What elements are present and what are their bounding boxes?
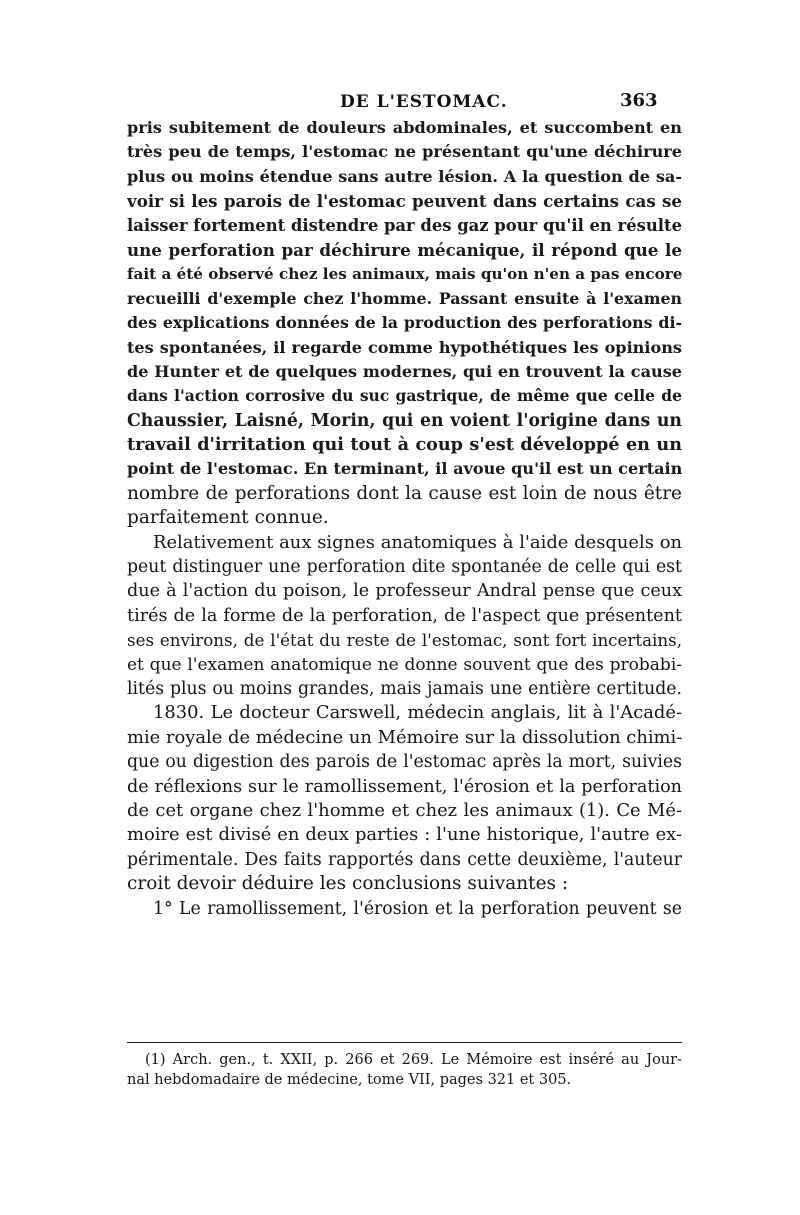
text-line: et que l'examen anatomique ne donne souvent que des probabi-	[127, 654, 682, 675]
text-line: mie royale de médecine un Mémoire sur la dissolution chimi-	[127, 726, 682, 748]
text-line: que ou digestion des parois de l'estomac après la mort, suivies	[127, 752, 682, 773]
footnotes	[127, 1050, 682, 1090]
text-line: point de l'estomac. En terminant, il avoue qu'il est un certain	[127, 459, 682, 479]
text-line: de réflexions sur le ramollissement, l'érosion et la perforation	[127, 776, 682, 797]
text-line: tes spontanées, il regarde comme hypothétiques les opinions	[127, 337, 682, 357]
text-line: recueilli d'exemple chez l'homme. Passant ensuite à l'examen	[127, 288, 682, 308]
text-line: Chaussier, Laisné, Morin, qui en voient l'origine dans un	[127, 410, 682, 431]
text-line: croit devoir déduire les conclusions suivantes :	[127, 873, 569, 895]
body-text	[127, 116, 682, 921]
text-line: fait a été observé chez les animaux, mais qu'on n'en a pas encore	[127, 265, 682, 284]
text-line: 1830. Le docteur Carswell, médecin anglais, lit à l'Acadé-	[153, 702, 682, 724]
text-line: due à l'action du poison, le professeur Andral pense que ceux	[127, 581, 682, 602]
footnote-line: (1) Arch. gen., t. XXII, p. 266 et 269. Le Mémoire est inséré au Jour-	[145, 1052, 682, 1068]
text-line: très peu de temps, l'estomac ne présentant qu'une déchirure	[127, 142, 682, 162]
text-line: de Hunter et de quelques modernes, qui en trouvent la cause	[127, 361, 682, 381]
text-line: des explications données de la production des perforations di-	[127, 313, 682, 333]
text-line: laisser fortement distendre par des gaz pour qu'il en résulte	[127, 215, 682, 235]
footnote-rule	[127, 1042, 682, 1043]
text-line: 1° Le ramollissement, l'érosion et la perforation peuvent se	[153, 898, 682, 919]
footnote-line: nal hebdomadaire de médecine, tome VII, pages 321 et 305.	[127, 1072, 572, 1088]
page-number: 363	[620, 90, 658, 111]
text-line: moire est divisé en deux parties : l'une historique, l'autre ex-	[127, 824, 682, 846]
text-line: travail d'irritation qui tout à coup s'est développé en un	[127, 434, 682, 456]
text-line: nombre de perforations dont la cause est loin de nous être	[127, 482, 682, 504]
text-line: tirés de la forme de la perforation, de l'aspect que présentent	[127, 605, 682, 626]
text-line: pris subitement de douleurs abdominales, et succombent en	[127, 118, 682, 137]
text-line: voir si les parois de l'estomac peuvent dans certains cas se	[127, 191, 682, 212]
text-line: ses environs, de l'état du reste de l'estomac, sont fort incertains,	[127, 630, 682, 651]
text-line: de cet organe chez l'homme et chez les animaux (1). Ce Mé-	[127, 799, 682, 821]
text-line: Relativement aux signes anatomiques à l'aide desquels on	[153, 531, 682, 553]
text-line: lités plus ou moins grandes, mais jamais une entière certitude.	[127, 678, 682, 699]
running-title: DE L'ESTOMAC.	[340, 92, 508, 112]
text-line: dans l'action corrosive du suc gastrique, de même que celle de	[127, 386, 682, 406]
text-line: parfaitement connue.	[127, 507, 329, 529]
text-line: une perforation par déchirure mécanique, il répond que le	[127, 239, 682, 260]
text-line: plus ou moins étendue sans autre lésion. A la question de sa-	[127, 166, 682, 186]
text-line: périmentale. Des faits rapportés dans cette deuxième, l'auteur	[127, 849, 682, 870]
text-line: peut distinguer une perforation dite spontanée de celle qui est	[127, 557, 682, 578]
